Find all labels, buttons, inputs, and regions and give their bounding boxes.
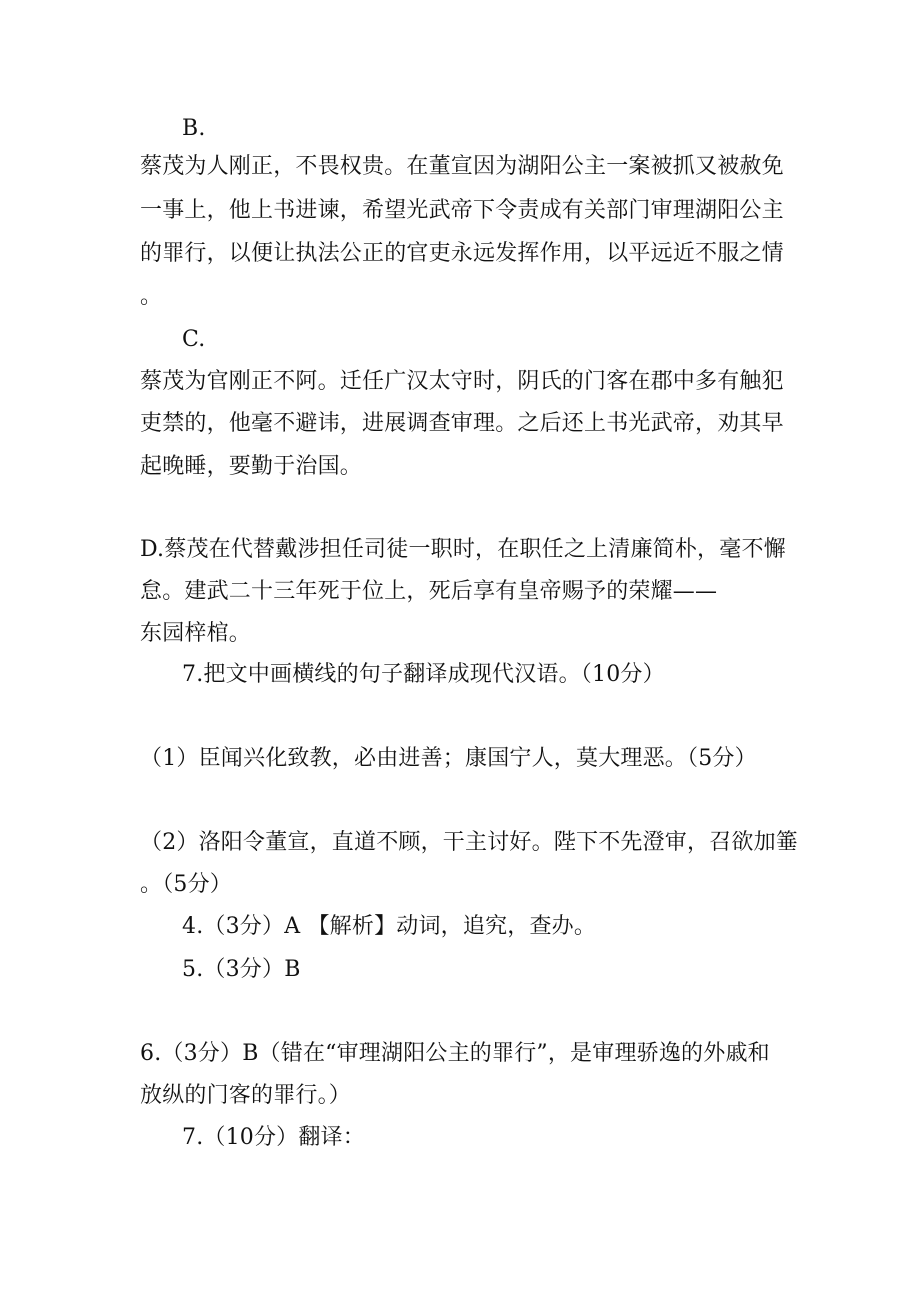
question-7-part-1: （1）臣闻兴化致教，必由进善；康国宁人，莫大理恶。（5分） xyxy=(140,746,757,771)
question-7: 7.把文中画横线的句子翻译成现代汉语。（10分） xyxy=(182,662,665,687)
option-d-line-3: 东园梓棺。 xyxy=(140,621,252,646)
option-d-line-2: 怠。建武二十三年死于位上，死后享有皇帝赐予的荣耀—— xyxy=(140,579,718,604)
answer-6-line-1: 6.（3分）B（错在“审理湖阳公主的罪行”，是审理骄逸的外戚和 xyxy=(140,1041,770,1066)
option-d-line-1: D.蔡茂在代替戴涉担任司徒一职时，在职任之上清廉简朴，毫不懈 xyxy=(140,537,786,562)
answer-5: 5.（3分）B xyxy=(182,957,301,982)
option-b-line-1: 蔡茂为人刚正，不畏权贵。在董宣因为湖阳公主一案被抓又被赦免 xyxy=(140,154,784,179)
option-b-label: B. xyxy=(182,116,206,141)
option-c-line-2: 吏禁的，他毫不避讳，进展调查审理。之后还上书光武帝，劝其早 xyxy=(140,411,784,436)
question-7-part-2-line-1: （2）洛阳令董宣，直道不顾，干主讨好。陛下不先澄审，召欲加箠 xyxy=(140,830,798,855)
option-c-label: C. xyxy=(182,327,206,352)
option-b-line-2: 一事上，他上书进谏，希望光武帝下令责成有关部门审理湖阳公主 xyxy=(140,198,784,223)
answer-4: 4.（3分）A 【解析】动词，追究，查办。 xyxy=(182,914,597,939)
question-7-part-2-line-2: 。（5分） xyxy=(140,872,232,897)
option-b-line-3: 的罪行，以便让执法公正的官吏永远发挥作用，以平远近不服之情 xyxy=(140,241,784,266)
answer-6-line-2: 放纵的门客的罪行。） xyxy=(140,1083,352,1108)
option-c-line-1: 蔡茂为官刚正不阿。迁任广汉太守时，阴氏的门客在郡中多有触犯 xyxy=(140,369,784,394)
answer-7: 7.（10分）翻译： xyxy=(182,1125,365,1150)
option-c-line-3: 起晚睡，要勤于治国。 xyxy=(140,454,363,479)
option-b-line-4: 。 xyxy=(140,284,163,309)
